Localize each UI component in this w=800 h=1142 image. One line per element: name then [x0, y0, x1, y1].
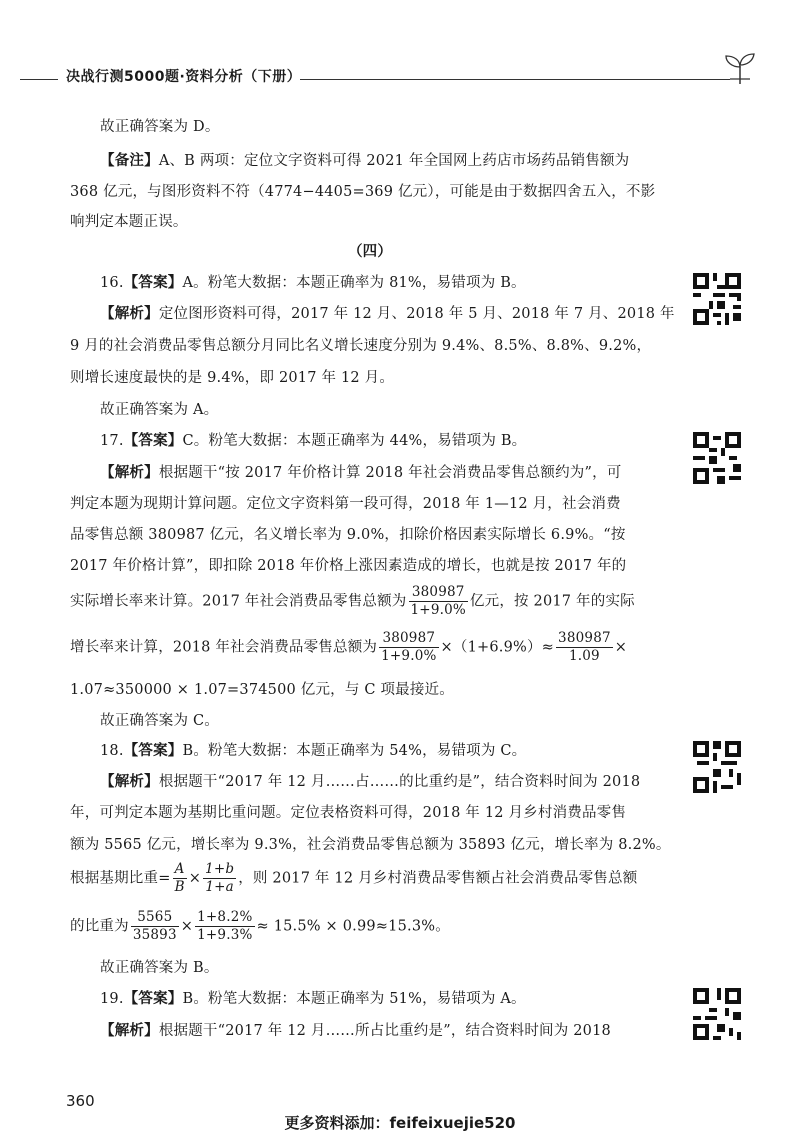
text-segment: 的比重为 — [70, 918, 129, 935]
text-segment: 实际增长率来计算。2017 年社会消费品零售总额为 — [70, 593, 407, 610]
correct-answer-line: 故正确答案为 C。 — [100, 713, 220, 729]
fraction-denominator: 1+9.3% — [197, 927, 253, 943]
analysis-text: 根据题干“2017 年 12 月……所占比重约是”，结合资料时间为 2018 — [158, 1023, 611, 1039]
question-number: 17. — [100, 433, 124, 449]
analysis-tag: 【解析】 — [100, 1022, 159, 1039]
text-line: 368 亿元，与图形资料不符（4774−4405=369 亿元），可能是由于数据四舍五入，不影 — [70, 184, 656, 200]
note-tag: 【备注】 — [100, 152, 159, 169]
analysis-line — [100, 463, 670, 483]
fraction-numerator: A — [173, 861, 187, 879]
answer-tag: 【答案】 — [123, 990, 183, 1007]
fraction-denominator: 35893 — [132, 927, 177, 943]
text-segment: 根据基期比重= — [70, 870, 171, 887]
text-segment: ≈ 15.5% × 0.99≈15.3%。 — [256, 918, 450, 935]
correct-answer-line: 故正确答案为 B。 — [100, 960, 219, 976]
text-line: 额为 5565 亿元，增长率为 9.3%，社会消费品零售总额为 35893 亿元，增长率为 8.2%。 — [70, 837, 671, 853]
section-heading: （四） — [347, 243, 393, 260]
analysis-line — [100, 304, 675, 324]
fraction-numerator: 1+8.2% — [197, 909, 253, 925]
fraction-numerator: 380987 — [558, 630, 611, 646]
sprout-icon — [720, 50, 760, 86]
qr-code-icon[interactable] — [693, 432, 741, 484]
answer-tag: 【答案】 — [123, 274, 183, 291]
note-line — [100, 151, 670, 171]
answer-tag: 【答案】 — [123, 742, 183, 759]
qr-code-icon[interactable] — [693, 988, 741, 1040]
header-title: 决战行测5000题·资料分析（下册） — [66, 69, 302, 85]
answer-tag: 【答案】 — [123, 432, 183, 449]
fraction-denominator: 1.09 — [568, 648, 600, 664]
fraction-denominator: 1+9.0% — [381, 648, 437, 664]
text-line: 判定本题为现期计算问题。定位文字资料第一段可得，2018 年 1—12 月，社会消费 — [70, 496, 621, 512]
analysis-text: 根据题干“按 2017 年价格计算 2018 年社会消费品零售总额约为”，可 — [158, 465, 622, 481]
page-number: 360 — [66, 1092, 95, 1110]
question-number: 18. — [100, 743, 124, 759]
fraction — [131, 909, 179, 944]
answer-text: B。粉笔大数据：本题正确率为 54%，易错项为 C。 — [182, 743, 527, 759]
analysis-text: 定位图形资料可得，2017 年 12 月、2018 年 5 月、2018 年 7 月、2018 年 — [158, 306, 675, 322]
text-line: 1.07≈350000 × 1.07=374500 亿元，与 C 项最接近。 — [70, 682, 454, 698]
answer-line-17 — [100, 431, 670, 451]
fraction-denominator: B — [174, 879, 185, 895]
answer-text: A。粉笔大数据：本题正确率为 81%，易错项为 B。 — [182, 275, 526, 291]
text-segment: ×（1+6.9%）≈ — [440, 639, 555, 656]
text-segment: × — [614, 639, 628, 656]
fraction-numerator: 5565 — [131, 909, 179, 927]
text-line: 响判定本题正误。 — [70, 214, 188, 230]
text-line: 年，可判定本题为基期比重问题。定位表格资料可得，2018 年 12 月乡村消费品零售 — [70, 805, 627, 821]
fraction-numerator: 1+b — [205, 861, 235, 877]
multiply-sign: × — [180, 918, 194, 935]
text-line: 2017 年价格计算”，即扣除 2018 年价格上涨因素造成的增长，也就是按 2017 年的 — [70, 558, 627, 574]
analysis-text: 根据题干“2017 年 12 月……占……的比重约是”，结合资料时间为 2018 — [158, 774, 641, 790]
qr-code-icon[interactable] — [693, 273, 741, 325]
text-line: 9 月的社会消费品零售总额分月同比名义增长速度分别为 9.4%、8.5%、8.8%、9.2%， — [70, 338, 652, 354]
fraction-numerator: 380987 — [379, 630, 438, 648]
text-segment: 增长率来计算，2018 年社会消费品零售总额为 — [70, 639, 378, 656]
analysis-tag: 【解析】 — [100, 773, 159, 790]
fraction — [173, 861, 187, 896]
text-segment: ，则 2017 年 12 月乡村消费品零售额占社会消费品零售总额 — [238, 870, 638, 887]
answer-line-18 — [100, 741, 670, 761]
answer-line-16 — [100, 273, 670, 293]
formula-line — [70, 584, 670, 619]
fraction — [379, 630, 438, 665]
analysis-tag: 【解析】 — [100, 305, 159, 322]
answer-line-19 — [100, 989, 670, 1009]
fraction — [556, 630, 613, 665]
note-text: A、B 两项：定位文字资料可得 2021 年全国网上药店市场药品销售额为 — [158, 153, 630, 169]
analysis-line — [100, 1021, 670, 1041]
text-line: 故正确答案为 D。 — [100, 119, 220, 135]
text-line: 则增长速度最快的是 9.4%，即 2017 年 12 月。 — [70, 370, 395, 386]
question-number: 16. — [100, 275, 124, 291]
fraction — [195, 909, 254, 944]
fraction-numerator: 380987 — [409, 584, 468, 602]
fraction-denominator: 1+a — [205, 879, 234, 895]
correct-answer-line: 故正确答案为 A。 — [100, 402, 219, 418]
formula-line — [70, 909, 670, 944]
header-rule-left — [20, 79, 58, 80]
formula-line — [70, 630, 670, 665]
fraction — [409, 584, 468, 619]
text-segment: 亿元，按 2017 年的实际 — [469, 593, 635, 610]
answer-text: C。粉笔大数据：本题正确率为 44%，易错项为 B。 — [182, 433, 527, 449]
analysis-tag: 【解析】 — [100, 464, 159, 481]
question-number: 19. — [100, 991, 124, 1007]
qr-code-icon[interactable] — [693, 741, 741, 793]
text-line: 品零售总额 380987 亿元，名义增长率为 9.0%，扣除价格因素实际增长 6.9%。“按 — [70, 527, 626, 543]
formula-line — [70, 861, 670, 896]
header-rule-right — [300, 79, 730, 80]
fraction — [203, 861, 236, 896]
answer-text: B。粉笔大数据：本题正确率为 51%，易错项为 A。 — [182, 991, 526, 1007]
fraction-denominator: 1+9.0% — [410, 602, 466, 618]
analysis-line — [100, 772, 670, 792]
footer-note: 更多资料添加：feifeixuejie520 — [284, 1114, 516, 1132]
multiply-sign: × — [188, 870, 202, 887]
